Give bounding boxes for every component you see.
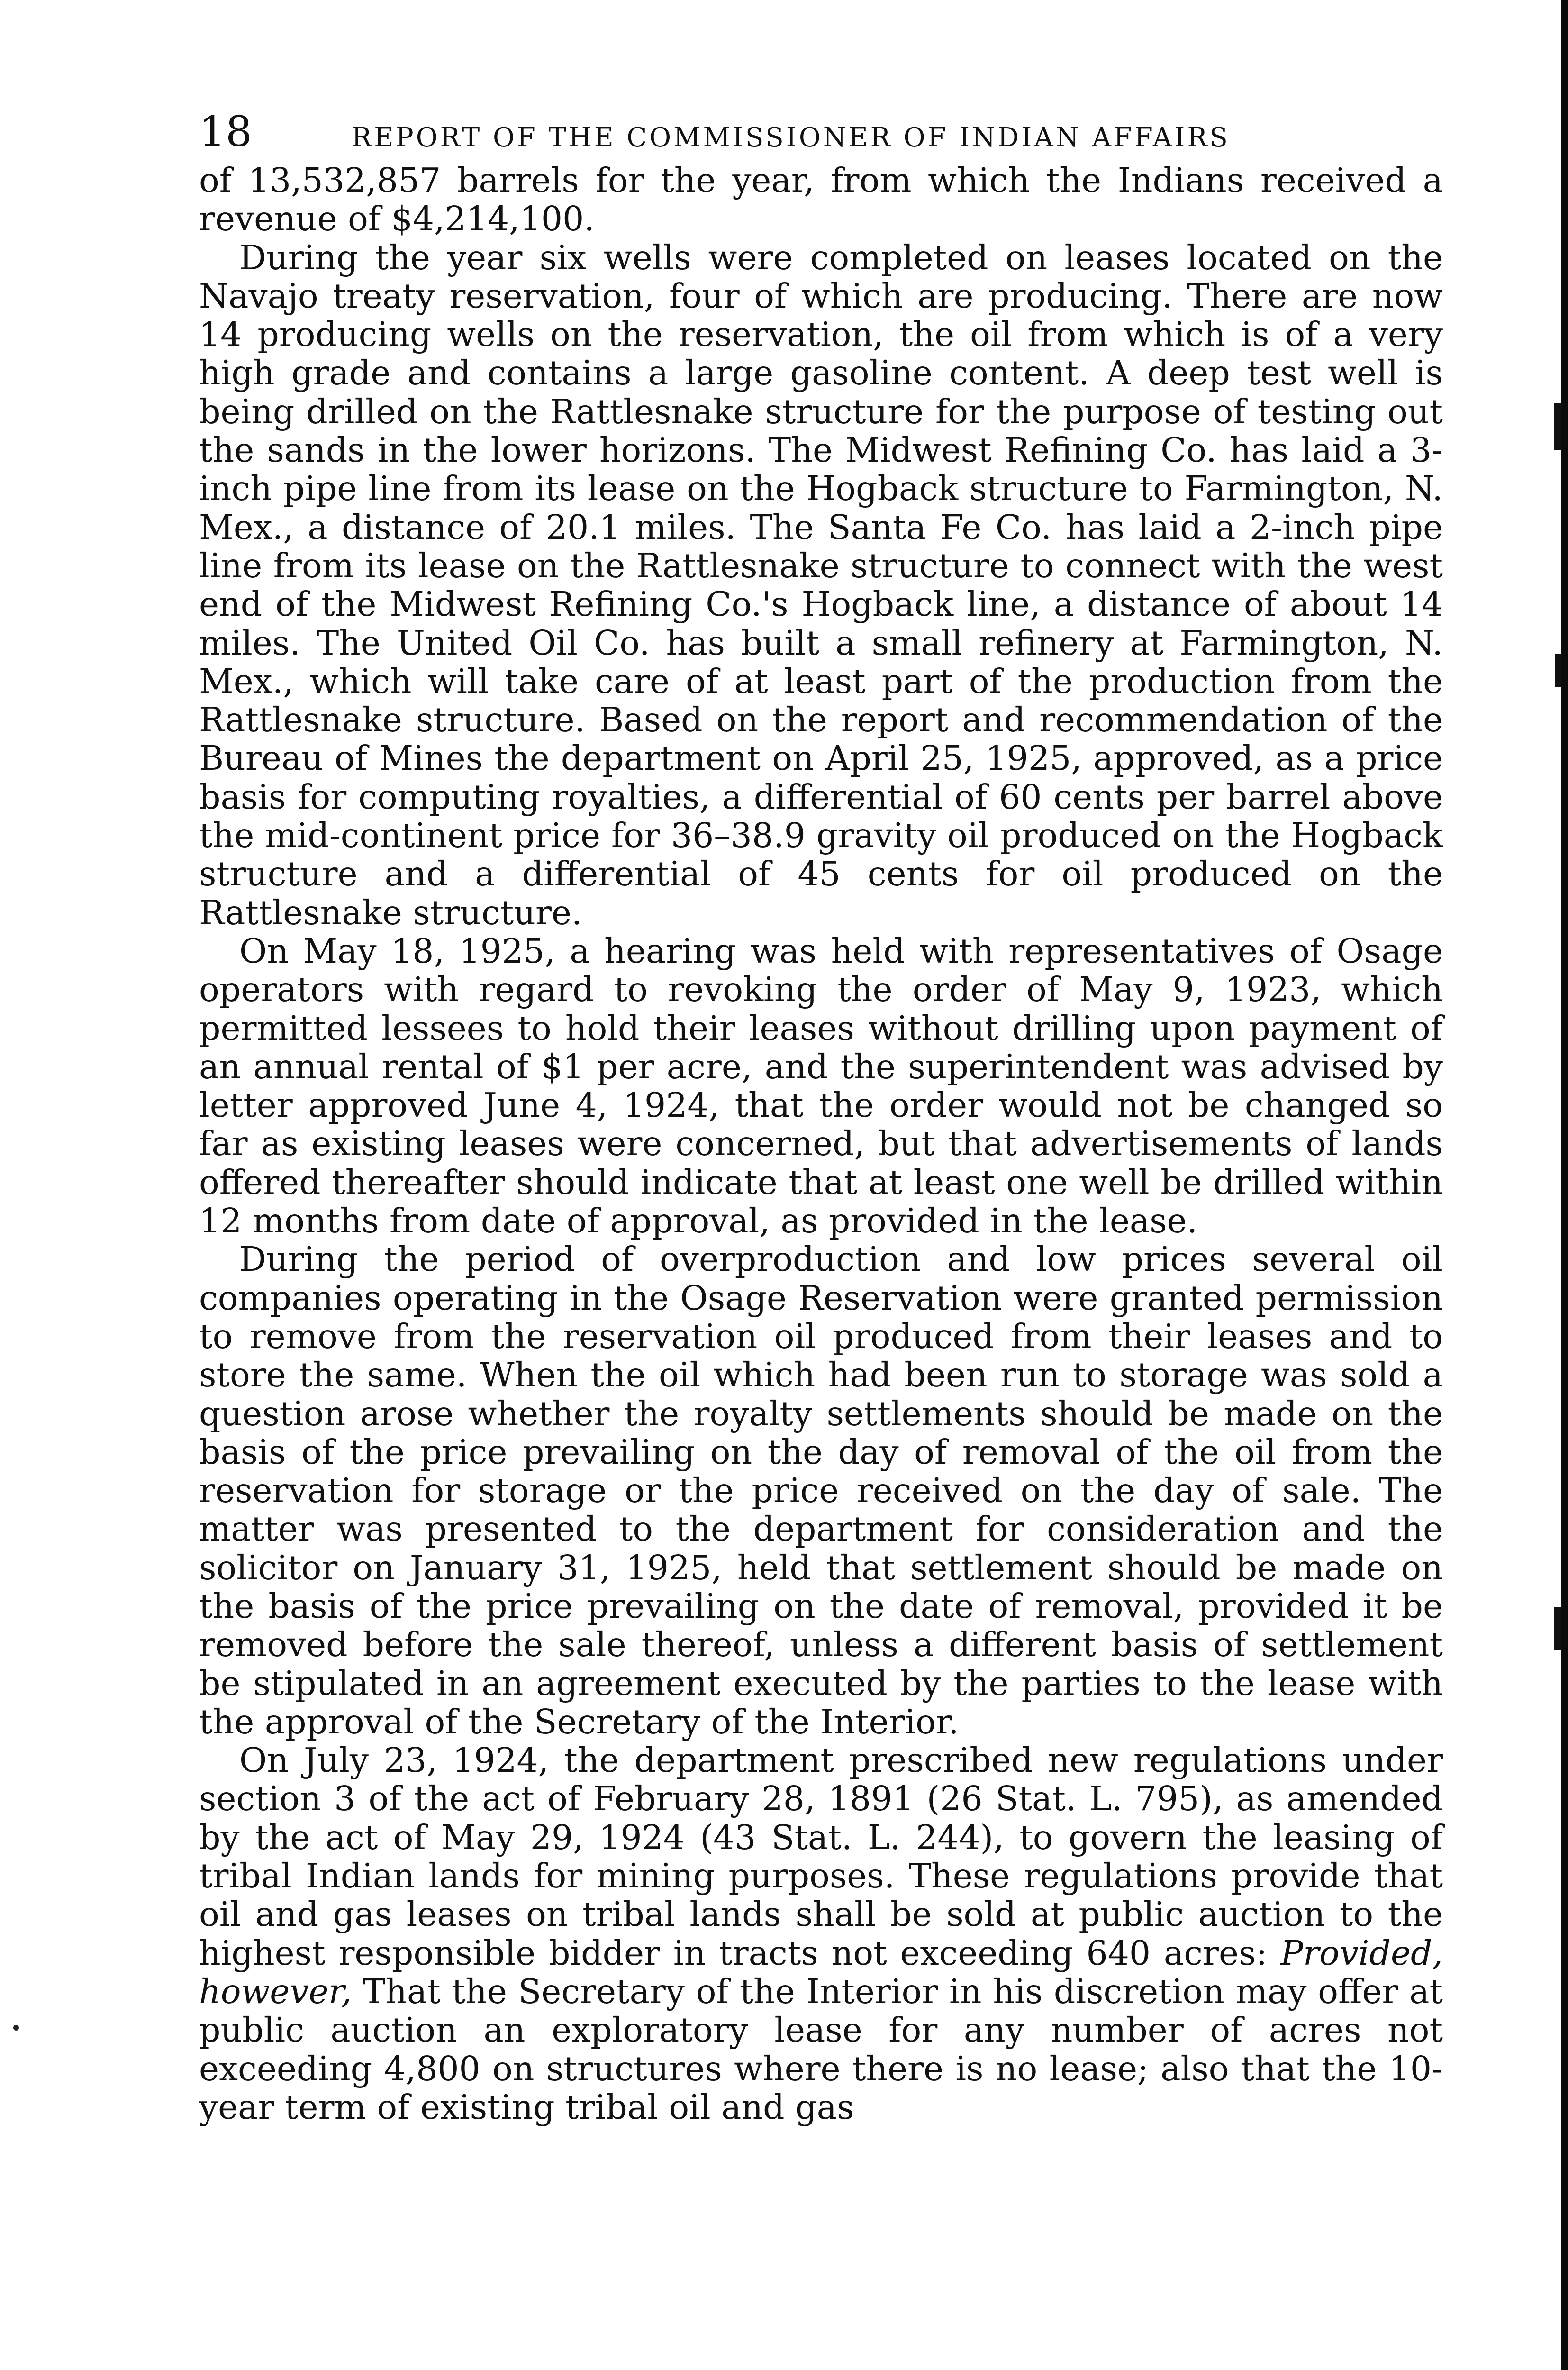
paragraph-text: On July 23, 1924, the department prescribed new regulations under section 3 of the act of February 28, 1891 (26 Stat. L. 795), as amended by the act of May 29, 1924 (43 Stat. L. 244), to govern the leasing of tribal Indian lands for mining purposes. These regulations provide that oil and gas leases on tribal lands shall be sold at public auction to the highest responsible bidder in tracts not exceeding 640 acres: <box>199 1741 1443 1973</box>
margin-mark <box>1554 403 1561 450</box>
paragraph-text: That the Secretary of the Interior in his discretion may offer at public auction an exploratory lease for any number of acres not exceeding 4,800 on structures where there is no lease; also that the 10-year term of existing tribal oil and gas <box>199 1971 1443 2127</box>
paragraph-osage-hearing: On May 18, 1925, a hearing was held with representatives of Osage operators with regard to revoking the order of May 9, 1923, which permitted lessees to hold their leases without drilling upon payment of an annual rental of $1 per acre, and the superintendent was advised by letter approved June 4, 1924, that the order would not be changed so far as existing leases were concerned, but that advertisements of lands offered thereafter should indicate that at least one well be drilled within 12 months from date of approval, as provided in the lease. <box>199 931 1443 1241</box>
paragraph-overproduction: During the period of overproduction and low prices several oil companies operating in the Osage Reservation were granted permission to remove from the reservation oil produced from their leases and to store the same. When the oil which had been run to storage was sold a question arose whether the royalty settlements should be made on the basis of the price prevailing on the day of removal of the oil from the reservation for storage or the price received on the day of sale. The matter was presented to the department for consideration and the solicitor on January 31, 1925, held that settlement should be made on the basis of the price prevailing on the date of removal, provided it be removed before the sale thereof, unless a different basis of settlement be stipulated in an agreement executed by the parties to the lease with the approval of the Secretary of the Interior. <box>199 1240 1443 1741</box>
speck <box>13 2025 19 2031</box>
running-head: REPORT OF THE COMMISSIONER OF INDIAN AFFAIRS <box>352 122 1230 153</box>
body-text <box>199 161 1443 2126</box>
page-number: 18 <box>199 107 252 156</box>
document-page <box>199 100 1443 2126</box>
paragraph-continuation: of 13,532,857 barrels for the year, from which the Indians received a revenue of $4,214,100. <box>199 161 1443 239</box>
page-header <box>199 100 1443 161</box>
margin-mark <box>1555 654 1561 687</box>
paragraph-navajo-wells: During the year six wells were completed on leases located on the Navajo treaty reservation, four of which are producing. There are now 14 producing wells on the reservation, the oil from which is of a very high grade and contains a large gasoline content. A deep test well is being drilled on the Rattlesnake structure for the purpose of testing out the sands in the lower horizons. The Midwest Refining Co. has laid a 3-inch pipe line from its lease on the Hogback structure to Farmington, N. Mex., a distance of 20.1 miles. The Santa Fe Co. has laid a 2-inch pipe line from its lease on the Rattlesnake structure to connect with the west end of the Midwest Refining Co.'s Hogback line, a distance of about 14 miles. The United Oil Co. has built a small refinery at Farmington, N. Mex., which will take care of at least part of the production from the Rattlesnake structure. Based on the report and recommendation of the Bureau of Mines the department on April 25, 1925, approved, as a price basis for computing royalties, a differential of 60 cents per barrel above the mid-continent price for 36–38.9 gravity oil produced on the Hogback structure and a differential of 45 cents for oil produced on the Rattlesnake structure. <box>199 237 1443 932</box>
scan-border-right <box>1561 0 1568 2370</box>
italic-proviso: Provided, however, <box>199 1933 1443 2011</box>
paragraph-leasing-regulations <box>199 1741 1443 2126</box>
margin-mark <box>1554 1607 1561 1650</box>
